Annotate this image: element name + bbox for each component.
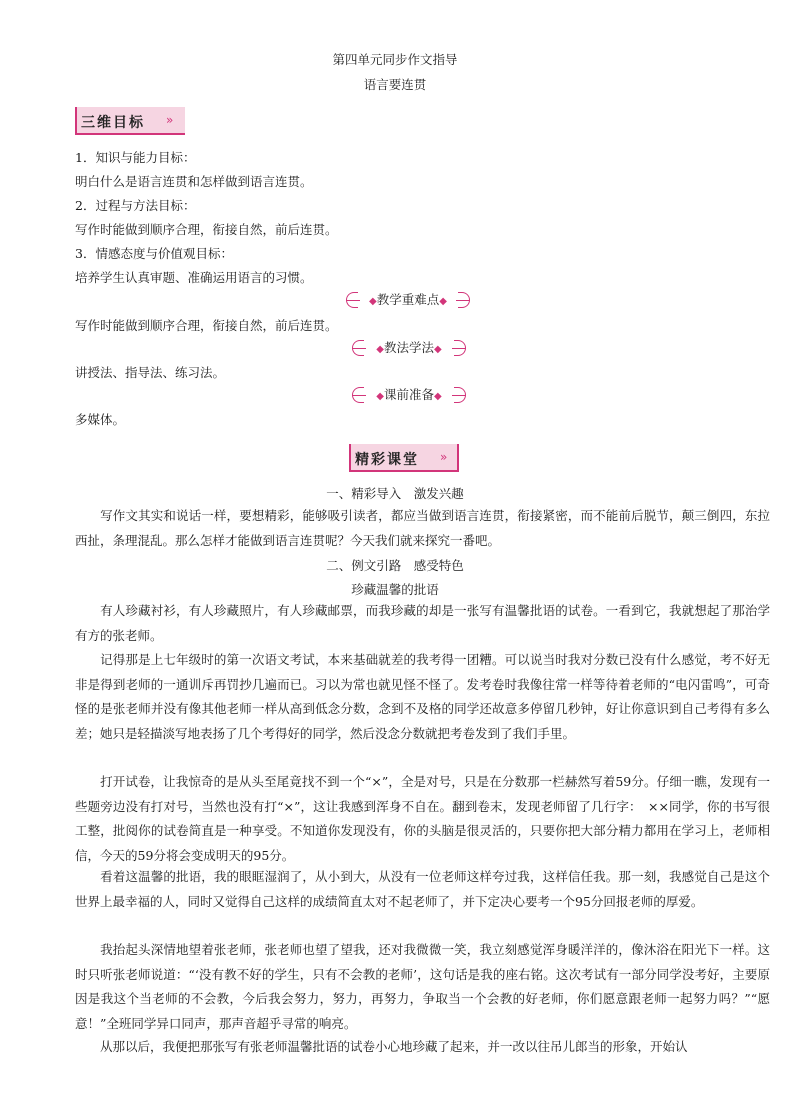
subsection-header-key-points [346, 292, 470, 308]
page-subtitle: 语言要连贯 [363, 77, 427, 92]
left-diamond-icon: ◆ [376, 344, 384, 355]
subsection-header-methods [352, 340, 466, 356]
goal-line: 培养学生认真审题、准确运用语言的习惯。 [75, 270, 313, 285]
essay-paragraph: 从那以后，我便把那张写有张老师温馨批语的试卷小心地珍藏了起来，并一改以往吊儿郎当的形象，开始认 [100, 1039, 688, 1054]
essay-title: 珍藏温馨的批语 [351, 582, 439, 597]
section-banner-label: 精彩课堂 [355, 452, 419, 468]
double-arrow-icon: » [440, 450, 448, 464]
double-arrow-icon: » [166, 113, 174, 127]
goal-line: 3．情感态度与价值观目标： [75, 246, 233, 261]
section-heading: 一、精彩导入 激发兴趣 [326, 486, 464, 501]
essay-paragraph: 看着这温馨的批语，我的眼眶湿润了，从小到大，从没有一位老师这样夸过我，这样信任我。那一刻，我感觉自己是这个世界上最幸福的人，同时又觉得自己这样的成绩简直太对不起老师了，并下定决心要考一个95分回报老师的厚爱。 [75, 869, 770, 909]
right-diamond-icon: ◆ [434, 344, 442, 355]
essay-paragraph: 我抬起头深情地望着张老师，张老师也望了望我，还对我微微一笑，我立刻感觉浑身暖洋洋的，像沐浴在阳光下一样。这时只听张老师说道：“‘没有教不好的学生，只有不会教的老师’，这句话是我的座右铭。这次考试有一部分同学没考好，主要原因是我这个当老师的不会教，今后我会努力，努力，再努力，争取当一个会教的好老师，你们愿意跟老师一起努力吗？”“愿意！”全班同学异口同声，那声音超乎寻常的响亮。 [75, 942, 770, 1031]
section-heading: 二、例文引路 感受特色 [326, 558, 464, 573]
goal-line: 明白什么是语言连贯和怎样做到语言连贯。 [75, 174, 313, 189]
subsection-label: 教法学法 [383, 340, 434, 355]
essay-paragraph: 打开试卷，让我惊奇的是从头至尾竟找不到一个“×”，全是对号，只是在分数那一栏赫然写着59分。仔细一瞧，发现有一些题旁边没有打对号，当然也没有打“×”，这让我感到浑身不自在。翻到卷末，发现老师留了几行字： ××同学，你的书写很工整，批阅你的试卷简直是一种享受。不知道你发现没有，你的头脑是很灵活的，只要你把大部分精力都用在学习上，老师相信，今天的59分将会变成明天的95分。 [75, 774, 770, 863]
goal-line: 2．过程与方法目标： [75, 198, 196, 213]
goal-line: 写作时能做到顺序合理，衔接自然，前后连贯。 [75, 222, 338, 237]
section-banner-goals [75, 107, 185, 135]
section-banner-class [349, 444, 459, 472]
subsection-label: 课前准备 [383, 387, 434, 402]
section-banner-label: 三维目标 [81, 115, 145, 131]
page-title: 第四单元同步作文指导 [332, 52, 458, 67]
preparation-text: 多媒体。 [75, 412, 126, 427]
key-points-text: 写作时能做到顺序合理，衔接自然，前后连贯。 [75, 318, 338, 333]
right-diamond-icon: ◆ [439, 296, 447, 307]
right-diamond-icon: ◆ [434, 391, 442, 402]
left-diamond-icon: ◆ [376, 391, 384, 402]
subsection-header-preparation [352, 387, 466, 403]
goal-line: 1．知识与能力目标： [75, 150, 196, 165]
left-diamond-icon: ◆ [369, 296, 377, 307]
subsection-label: 教学重难点 [376, 292, 440, 307]
essay-paragraph: 有人珍藏衬衫，有人珍藏照片，有人珍藏邮票，而我珍藏的却是一张写有温馨批语的试卷。一看到它，我就想起了那治学有方的张老师。 [75, 603, 770, 643]
paragraph: 写作文其实和说话一样，要想精彩，能够吸引读者，都应当做到语言连贯，衔接紧密，而不能前后脱节，颠三倒四，东拉西扯，条理混乱。那么怎样才能做到语言连贯呢？今天我们就来探究一番吧。 [75, 508, 770, 548]
essay-paragraph: 记得那是上七年级时的第一次语文考试，本来基础就差的我考得一团糟。可以说当时我对分数已没有什么感觉，考不好无非是得到老师的一通训斥再罚抄几遍而已。习以为常也就见怪不怪了。发考卷时我像往常一样等待着老师的“电闪雷鸣”，可奇怪的是张老师并没有像其他老师一样从高到低念分数，念到不及格的同学还故意多停留几秒钟，好让你意识到自己考得有多么差；她只是轻描淡写地表扬了几个考得好的同学，然后没念分数就把考卷发到了我们手里。 [75, 652, 770, 741]
methods-text: 讲授法、指导法、练习法。 [75, 365, 226, 380]
